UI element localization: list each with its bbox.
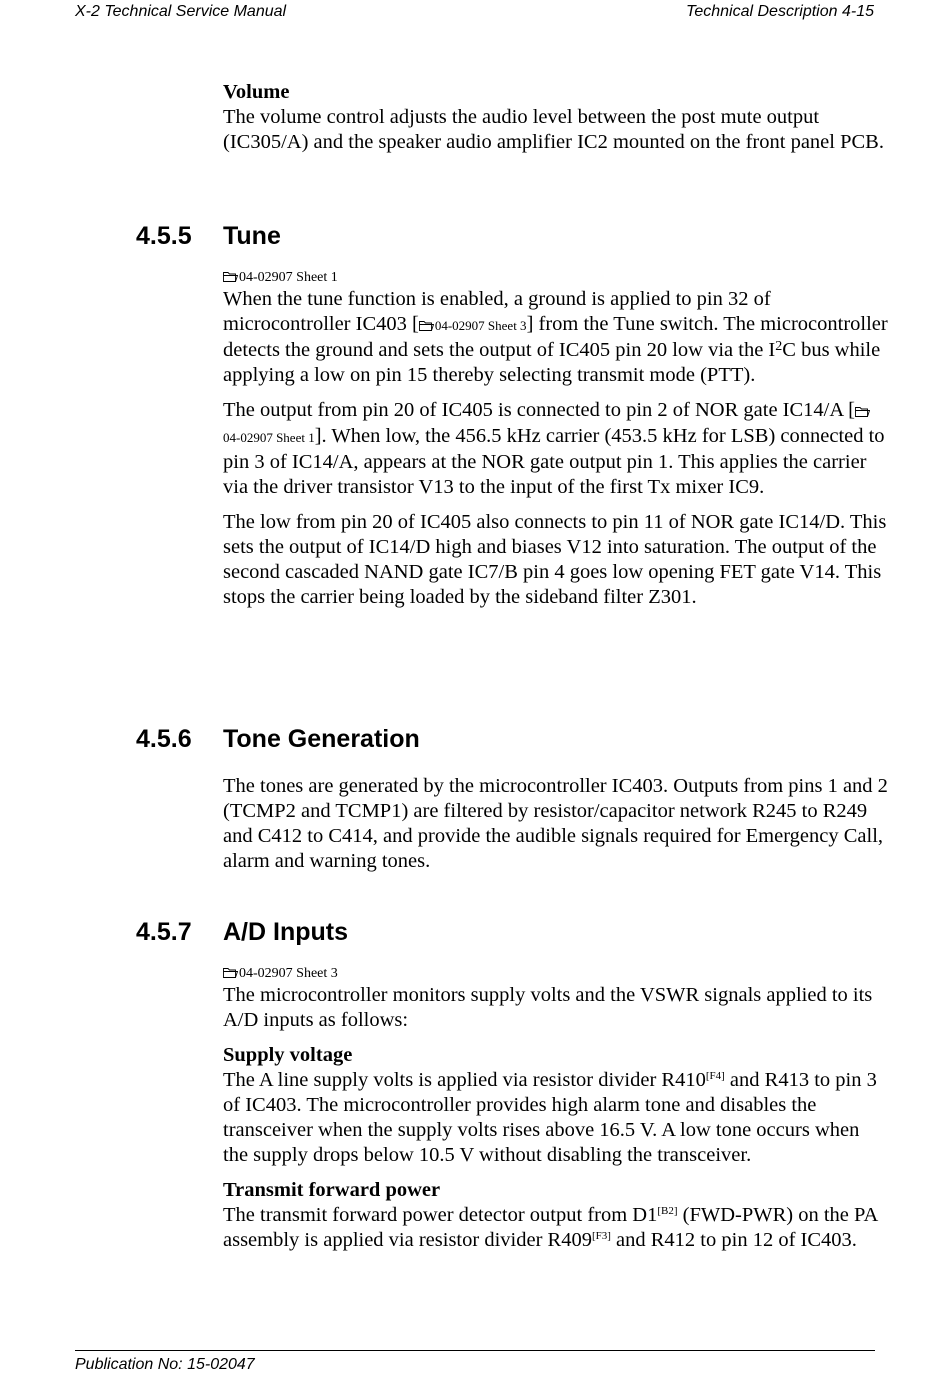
footer-divider: [75, 1350, 875, 1351]
tune-paragraph-2: The output from pin 20 of IC405 is connected to pin 2 of NOR gate IC14/A [04-02907 Sheet 1]. When low, the 456.5 kHz carrier (453.5 kHz for LSB) connected to pin 3 of IC14/A, appears at the NOR gate output pin 1. This applies the carrier via the driver transistor V13 to the input of the first Tx mixer IC9.: [223, 399, 885, 498]
tune-block: [223, 269, 888, 610]
folder-icon: [855, 406, 870, 417]
supply-voltage-heading: Supply voltage: [223, 1044, 353, 1066]
forward-power-heading: Transmit forward power: [223, 1179, 441, 1201]
folder-icon: [223, 271, 238, 282]
folder-icon: [419, 320, 434, 331]
volume-paragraph: The volume control adjusts the audio level between the post mute output (IC305/A) and the speaker audio amplifier IC2 mounted on the front panel PCB.: [223, 106, 884, 153]
tone-block: [223, 774, 888, 874]
tune-inline-ref: 04-02907 Sheet 3: [419, 318, 527, 333]
tune-paragraph-1: When the tune function is enabled, a ground is applied to pin 32 of microcontroller IC403 [ 04-02907 Sheet 3] from the Tune switch. The microcontroller detects the ground and sets the output of IC405 pin 20 low via the $I^2C$ bus while applying a low on pin 15 thereby selecting transmit mode (PTT).: [223, 288, 888, 386]
folder-icon: [223, 967, 238, 978]
tone-section-number: 4.5.6: [136, 725, 192, 753]
ad-intro-paragraph: The microcontroller monitors supply volts and the VSWR signals applied to its A/D inputs as follows:: [223, 984, 873, 1031]
ad-section-number: 4.5.7: [136, 918, 192, 946]
forward-power-paragraph: The transmit forward power detector output from D1[B2] (FWD-PWR) on the PA assembly is applied via resistor divider R409[F3] and R412 to pin 12 of IC403.: [223, 1204, 878, 1251]
tune-section-title: Tune: [223, 222, 281, 250]
tune-ref-text: 04-02907 Sheet 1: [239, 270, 338, 285]
tune-inline-ref-2: 04-02907 Sheet 1: [223, 404, 871, 445]
running-header-page: Technical Description 4-15: [686, 3, 874, 20]
ad-block: [223, 965, 888, 1253]
ad-ref-text: 04-02907 Sheet 3: [239, 966, 338, 981]
tone-paragraph: The tones are generated by the microcontroller IC403. Outputs from pins 1 and 2 (TCMP2 and TCMP1) are filtered by resistor/capacitor network R245 to R249 and C412 to C414, and provide the audible signals required for Emergency Call, alarm and warning tones.: [223, 775, 888, 872]
volume-heading: Volume: [223, 81, 290, 103]
tune-paragraph-3: The low from pin 20 of IC405 also connects to pin 11 of NOR gate IC14/D. This sets the output of IC14/D high and biases V12 into saturation. The output of the second cascaded NAND gate IC7/B pin 4 goes low opening FET gate V14. This stops the carrier being loaded by the sideband filter Z301.: [223, 511, 887, 608]
supply-voltage-paragraph: The A line supply volts is applied via resistor divider R410[F4] and R413 to pin 3 of IC403. The microcontroller provides high alarm tone and disables the transceiver when the supply volts rises above 16.5 V. A low tone occurs when the supply drops below 10.5 V without disabling the transceiver.: [223, 1069, 877, 1166]
tone-section-title: Tone Generation: [223, 725, 420, 753]
tune-section-number: 4.5.5: [136, 222, 192, 250]
ad-drawing-reference: [223, 965, 888, 983]
running-header-title: X-2 Technical Service Manual: [75, 3, 287, 20]
tune-drawing-reference: [223, 269, 888, 287]
footer-publication-number: Publication No: 15-02047: [75, 1356, 255, 1373]
ad-section-title: A/D Inputs: [223, 918, 348, 946]
volume-block: [223, 80, 888, 155]
